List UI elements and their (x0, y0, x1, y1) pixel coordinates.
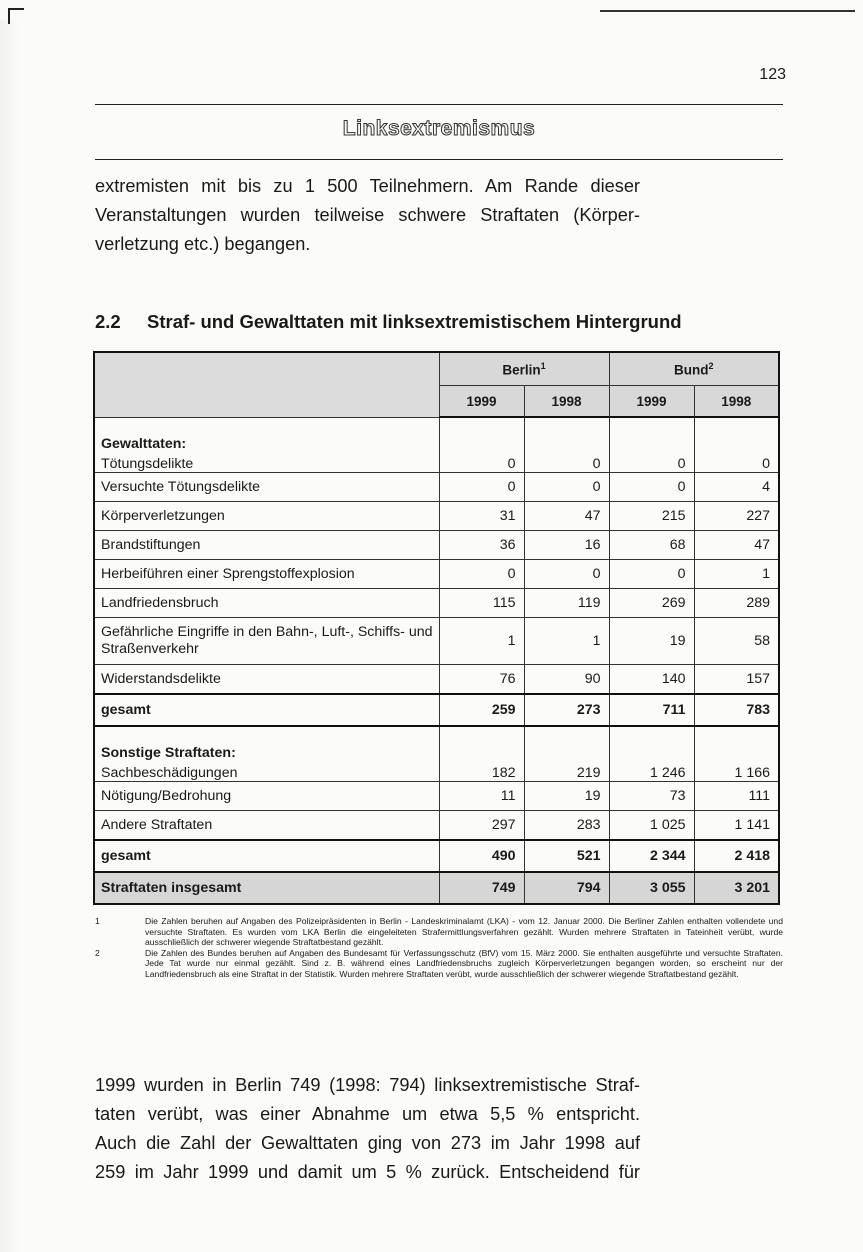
section-heading (95, 311, 682, 333)
value-cell: 1 246 (609, 726, 694, 782)
value-cell: 2 344 (609, 840, 694, 872)
value-cell: 76 (439, 664, 524, 694)
group-violent-crimes (94, 417, 779, 726)
text-line: Auch die Zahl der Gewalttaten ging von 273 im Jahr 1998 auf (95, 1133, 640, 1153)
row-label: Gefährliche Eingriffe in den Bahn-, Luft-, Schiffs- und Straßenverkehr (94, 617, 439, 664)
year-header: 1999 (439, 386, 524, 418)
value-cell: 58 (694, 617, 779, 664)
value-cell: 1 (524, 617, 609, 664)
row-label: Nötigung/Bedrohung (94, 781, 439, 810)
table-row (94, 588, 779, 617)
value-cell: 0 (439, 417, 524, 472)
footnote (95, 916, 783, 948)
value-cell: 1 141 (694, 810, 779, 840)
table-row (94, 872, 779, 904)
table-row (94, 781, 779, 810)
value-cell: 215 (609, 501, 694, 530)
value-cell: 19 (524, 781, 609, 810)
intro-paragraph (95, 172, 640, 259)
table-row (94, 694, 779, 726)
group-title: Sonstige Straftaten: (101, 744, 236, 761)
value-cell: 0 (524, 417, 609, 472)
value-cell: 794 (524, 872, 609, 904)
value-cell: 16 (524, 530, 609, 559)
table-header-row (94, 352, 779, 386)
table-row (94, 664, 779, 694)
table-row (94, 810, 779, 840)
value-cell: 259 (439, 694, 524, 726)
column-group-bund: Bund$^2$ (609, 352, 779, 386)
row-label: Widerstandsdelikte (94, 664, 439, 694)
value-cell: 0 (439, 472, 524, 501)
value-cell: 182 (439, 726, 524, 782)
value-cell: 711 (609, 694, 694, 726)
value-cell: 0 (439, 559, 524, 588)
footnote-mark: 1 (95, 916, 100, 926)
value-cell: 783 (694, 694, 779, 726)
text-line: 1999 wurden in Berlin 749 (1998: 794) linksextremistische Straf- (95, 1075, 640, 1095)
table-row (94, 530, 779, 559)
row-label-text: Sachbeschädigungen (101, 764, 238, 781)
value-cell: 273 (524, 694, 609, 726)
row-label: Versuchte Tötungsdelikte (94, 472, 439, 501)
value-cell: 90 (524, 664, 609, 694)
table-row (94, 726, 779, 782)
value-cell: 283 (524, 810, 609, 840)
value-cell: 297 (439, 810, 524, 840)
value-cell: 3 055 (609, 872, 694, 904)
value-cell: 2 418 (694, 840, 779, 872)
text-line: taten verübt, was einer Abnahme um etwa 5,5 % entspricht. (95, 1104, 640, 1124)
footnote-mark: 2 (95, 947, 100, 958)
section-title: Straf- und Gewalttaten mit linksextremistischem Hintergrund (147, 311, 682, 332)
crime-statistics-table (93, 351, 780, 905)
value-cell: 36 (439, 530, 524, 559)
value-cell: 47 (524, 501, 609, 530)
row-label-text: Tötungsdelikte (101, 455, 194, 472)
text-line: 259 im Jahr 1999 und damit um 5 % zurück. Entscheidend für (95, 1162, 640, 1182)
table-row (94, 417, 779, 472)
value-cell: 0 (609, 559, 694, 588)
value-cell: 157 (694, 664, 779, 694)
table-row (94, 472, 779, 501)
page-number: 123 (759, 66, 786, 83)
table-row (94, 617, 779, 664)
row-label (94, 726, 439, 782)
grand-total (94, 872, 779, 904)
value-cell: 140 (609, 664, 694, 694)
row-label: Straftaten insgesamt (94, 872, 439, 904)
text-line: extremisten mit bis zu 1 500 Teilnehmern. Am Rande dieser (95, 176, 640, 196)
footnote (95, 948, 783, 980)
value-cell: 219 (524, 726, 609, 782)
row-label: Körperverletzungen (94, 501, 439, 530)
value-cell: 73 (609, 781, 694, 810)
value-cell: 19 (609, 617, 694, 664)
header-rule-top (95, 104, 783, 105)
crop-mark (8, 8, 24, 24)
value-cell: 47 (694, 530, 779, 559)
value-cell: 1 (694, 559, 779, 588)
running-header-title: Linksextremismus (342, 117, 536, 140)
header-rule-bottom (95, 159, 783, 160)
value-cell: 0 (694, 417, 779, 472)
header-blank-cell (94, 352, 439, 417)
value-cell: 0 (609, 417, 694, 472)
year-header: 1998 (694, 386, 779, 418)
row-label: gesamt (94, 694, 439, 726)
value-cell: 269 (609, 588, 694, 617)
value-cell: 68 (609, 530, 694, 559)
footnotes (95, 916, 783, 980)
table-row (94, 501, 779, 530)
year-header: 1998 (524, 386, 609, 418)
value-cell: 1 (439, 617, 524, 664)
row-label: gesamt (94, 840, 439, 872)
row-label: Brandstiftungen (94, 530, 439, 559)
row-label: Landfriedensbruch (94, 588, 439, 617)
closing-paragraph (95, 1071, 640, 1187)
row-label (94, 417, 439, 472)
value-cell: 11 (439, 781, 524, 810)
table-row (94, 559, 779, 588)
value-cell: 490 (439, 840, 524, 872)
footnote-text: Die Zahlen des Bundes beruhen auf Angaben des Bundesamt für Verfassungsschutz (BfV) vom 15. März 2000. Sie enthalten ausgeführte und versuchte Straftaten. Jede Tat wurde nur einmal gezählt. Sind z. B. während eines Landfriedensbruchs zugleich Körperverletzungen begangen worden, so erscheint nur der Landfriedensbruch als eine Straftat in der Statistik. Wurden mehrere Straftaten verübt, wurde ausschließlich der schwerer wiegende Straftatbestand gezählt. (145, 947, 783, 979)
value-cell: 1 166 (694, 726, 779, 782)
text-line: Veranstaltungen wurden teilweise schwere Straftaten (Körper- (95, 205, 640, 225)
section-number: 2.2 (95, 311, 121, 332)
row-label: Herbeiführen einer Sprengstoffexplosion (94, 559, 439, 588)
value-cell: 119 (524, 588, 609, 617)
value-cell: 521 (524, 840, 609, 872)
value-cell: 289 (694, 588, 779, 617)
scan-edge-line (600, 10, 855, 12)
group-other-crimes (94, 726, 779, 872)
value-cell: 0 (609, 472, 694, 501)
group-title: Gewalttaten: (101, 435, 187, 452)
row-label: Andere Straftaten (94, 810, 439, 840)
value-cell: 227 (694, 501, 779, 530)
year-header: 1999 (609, 386, 694, 418)
value-cell: 4 (694, 472, 779, 501)
text-line: verletzung etc.) begangen. (95, 234, 311, 254)
value-cell: 3 201 (694, 872, 779, 904)
value-cell: 111 (694, 781, 779, 810)
value-cell: 0 (524, 559, 609, 588)
value-cell: 31 (439, 501, 524, 530)
value-cell: 0 (524, 472, 609, 501)
value-cell: 115 (439, 588, 524, 617)
column-group-berlin: Berlin$^1$ (439, 352, 609, 386)
footnote-text: Die Zahlen beruhen auf Angaben des Polizeipräsidenten in Berlin - Landeskriminalamt (LKA) - vom 12. Januar 2000. Die Berliner Zahlen enthalten vollendete und versuchte Straftaten. Es wurden vom LKA Berlin die eingeleiteten Strafermittlungsverfahren gezählt. Wurden mehrere Straftaten in Tateinheit verübt, wurde ausschließlich der schwerer wiegende Straftatbestand gezählt. (145, 916, 783, 948)
value-cell: 749 (439, 872, 524, 904)
table-row (94, 840, 779, 872)
page-edge-shadow (0, 20, 20, 1252)
value-cell: 1 025 (609, 810, 694, 840)
